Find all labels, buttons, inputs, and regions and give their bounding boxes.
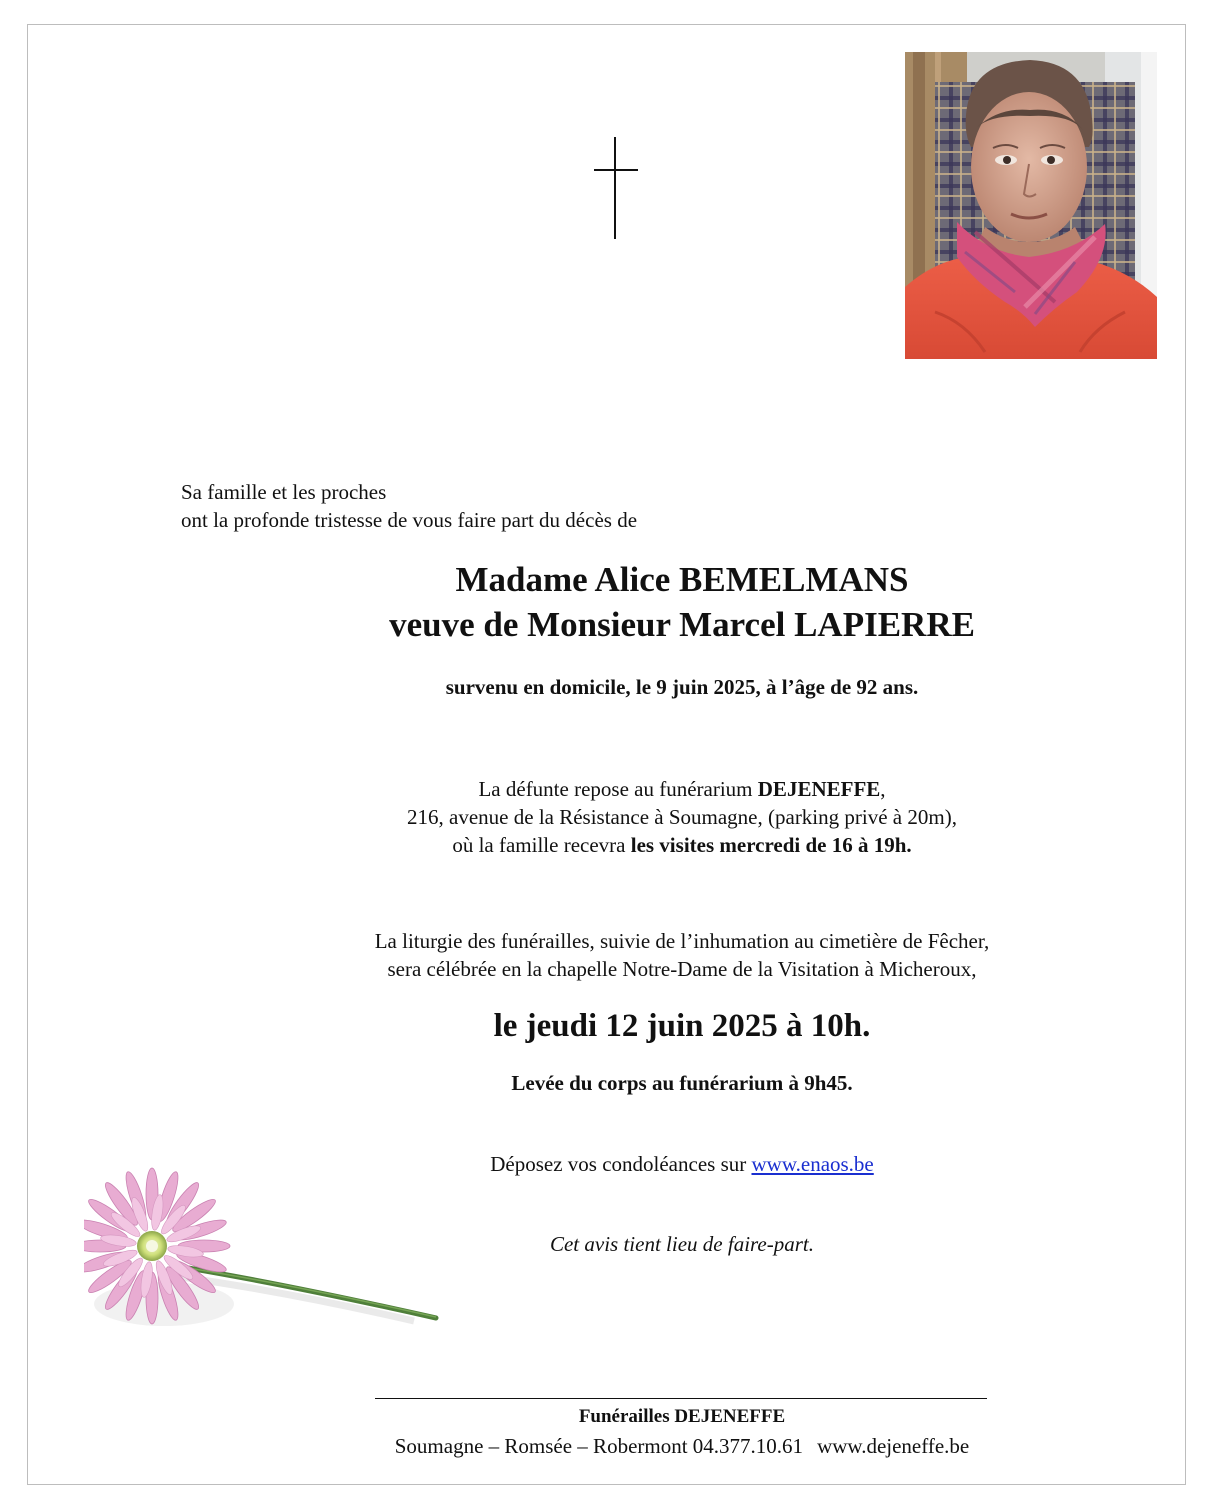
visits-time: les visites mercredi de 16 à 19h. — [630, 833, 912, 857]
repose-address: 216, avenue de la Résistance à Soumagne, (parking privé à 20m), — [407, 805, 957, 829]
visits-prefix: où la famille recevra — [452, 833, 631, 857]
intro-line-1: Sa famille et les proches — [181, 480, 387, 504]
repose-prefix: La défunte repose au funérarium — [478, 777, 758, 801]
repose-block — [0, 775, 1214, 859]
repose-suffix: , — [880, 777, 886, 801]
cross-icon — [594, 137, 638, 239]
footer-locations-phone: Soumagne – Romsée – Robermont 04.377.10.61 — [394, 1434, 804, 1458]
condolence-prefix: Déposez vos condoléances sur — [490, 1152, 752, 1176]
liturgy-line-1: La liturgie des funérailles, suivie de l’inhumation au cimetière de Fêcher, — [374, 929, 990, 953]
liturgy-line-2: sera célébrée en la chapelle Notre-Dame de la Visitation à Micheroux, — [387, 957, 977, 981]
deceased-name-block — [0, 557, 1214, 647]
footer-company: Funérailles DEJENEFFE — [578, 1406, 786, 1427]
notice-line: Cet avis tient lieu de faire-part. — [549, 1232, 814, 1256]
death-details: survenu en domicile, le 9 juin 2025, à l’âge de 92 ans. — [445, 675, 919, 699]
levee-line: Levée du corps au funérarium à 9h45. — [511, 1071, 853, 1095]
spouse-line: veuve de Monsieur Marcel LAPIERRE — [389, 605, 975, 644]
footer-divider — [375, 1398, 987, 1399]
liturgy-block — [0, 927, 1214, 983]
portrait-photo — [905, 52, 1157, 359]
funerarium-name: DEJENEFFE — [757, 777, 881, 801]
flower-image — [84, 1166, 464, 1346]
intro-line-2: ont la profonde tristesse de vous faire part du décès de — [181, 508, 638, 532]
deceased-name: Madame Alice BEMELMANS — [455, 560, 909, 599]
repose-line-3 — [0, 831, 1214, 859]
footer-contact — [0, 1432, 1214, 1460]
funeral-date: le jeudi 12 juin 2025 à 10h. — [493, 1008, 871, 1044]
intro-text — [181, 478, 637, 534]
condolence-link[interactable]: www.enaos.be — [751, 1152, 874, 1176]
repose-line-1 — [0, 775, 1214, 803]
footer-website[interactable]: www.dejeneffe.be — [817, 1434, 970, 1458]
